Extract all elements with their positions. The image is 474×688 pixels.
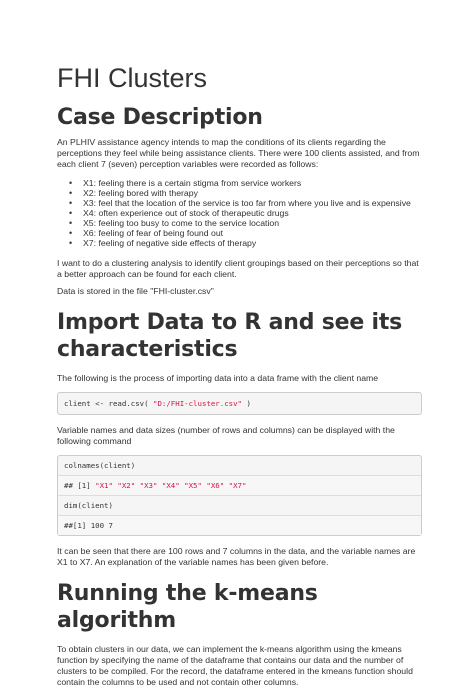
code-line: dim(client) [58, 495, 421, 515]
summary-paragraph: It can be seen that there are 100 rows and 7 columns in the data, and the variable names are X1 to X7. An explanation of the variable names has been given before. [57, 546, 416, 567]
code-string: "D:/FHI-cluster.csv" [153, 399, 242, 408]
document-title: FHI Clusters [57, 63, 208, 93]
code-text: ## [1] [64, 481, 96, 490]
data-file-note: Data is stored in the file "FHI-cluster.csv" [57, 286, 214, 296]
variable-list [57, 178, 422, 248]
variable-names-paragraph: Variable names and data sizes (number of rows and columns) can be displayed with the following command [57, 425, 395, 446]
code-line [58, 398, 421, 409]
code-output-line [58, 475, 421, 495]
variable-list-item: • X1: feeling there is a certain stigma from service workers [83, 178, 422, 188]
purpose-paragraph: I want to do a clustering analysis to identify client groupings based on their perceptions so that a better approach can be found for each client. [57, 258, 419, 279]
section-heading-case-description: Case Description [57, 105, 263, 130]
code-block-colnames-dim [57, 455, 422, 536]
code-line: colnames(client) [64, 461, 136, 470]
kmeans-paragraph: To obtain clusters in our data, we can implement the k-means algorithm using the kmeans function by specifying the name of the dataframe that contains our data and the number of clusters to be compiled. For the record, the dataframe entered in the kmeans function should contain the columns to be used and not contain other columns. [57, 644, 413, 687]
variable-list-item: • X7: feeling of negative side effects of therapy [83, 238, 422, 248]
code-text: client <- read.csv( [64, 399, 153, 408]
case-intro-paragraph: An PLHIV assistance agency intends to map the conditions of its clients regarding the perceptions they feel while being assistance clients. There were 100 clients assisted, and from each client 7 (seven) perception variables were recorded as follows: [57, 137, 420, 169]
import-intro-paragraph: The following is the process of importing data into a data frame with the client name [57, 373, 379, 383]
variable-list-item: • X5: feeling too busy to come to the service location [83, 218, 422, 228]
variable-list-item: • X3: feel that the location of the service is too far from where you live and is expensive [83, 198, 422, 208]
section-heading-import-data: Import Data to R and see its characteristics [57, 310, 403, 362]
variable-list-item: • X6: feeling of fear of being found out [83, 228, 422, 238]
code-text: ) [242, 399, 251, 408]
section-heading-kmeans: Running the k-means algorithm [57, 581, 318, 633]
document-content [57, 62, 422, 688]
code-block-read-csv [57, 392, 422, 415]
variable-list-item: • X4: often experience out of stock of therapeutic drugs [83, 208, 422, 218]
variable-list-item: • X2: feeling bored with therapy [83, 188, 422, 198]
code-output-line: ##[1] 100 7 [58, 515, 421, 535]
code-string: "X1" "X2" "X3" "X4" "X5" "X6" "X7" [95, 481, 247, 490]
